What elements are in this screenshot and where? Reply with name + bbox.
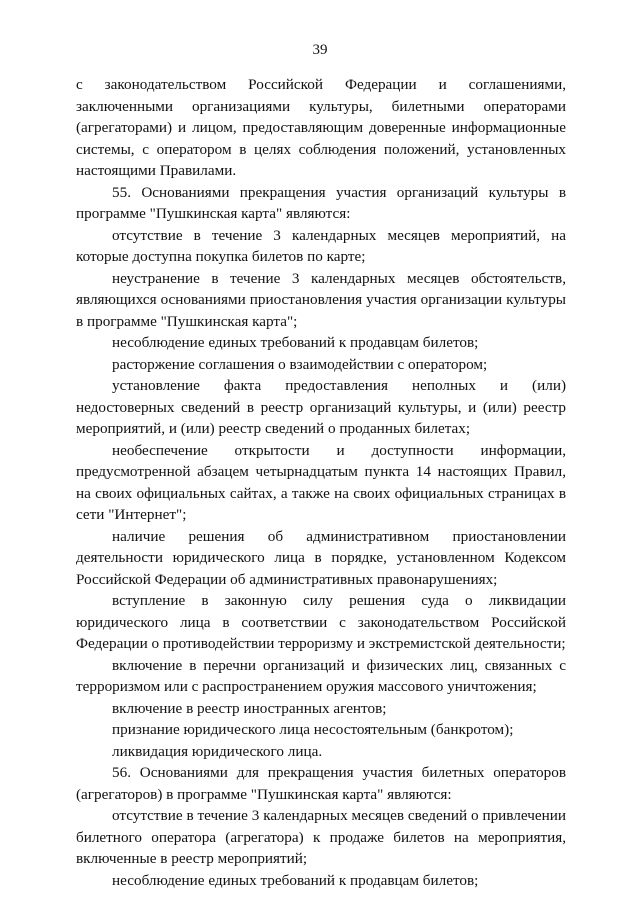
paragraph: включение в реестр иностранных агентов; <box>112 699 387 717</box>
paragraph: ликвидация юридического лица. <box>112 742 323 760</box>
paragraph: несоблюдение единых требований к продавцам билетов; <box>112 871 479 889</box>
paragraph: установление факта предоставления неполных и (или) недостоверных сведений в реестр организаций культуры, и (или) реестр мероприятий, и (или) реестр сведений о проданных билетах; <box>76 377 566 437</box>
page-number: 39 <box>312 42 328 58</box>
paragraph: отсутствие в течение 3 календарных месяцев мероприятий, на которые доступна покупка билетов по карте; <box>76 226 566 265</box>
paragraph: наличие решения об административном приостановлении деятельности юридического лица в порядке, установленном Кодексом Российской Федерации об административных правонарушениях; <box>76 527 566 588</box>
paragraph: включение в перечни организаций и физических лиц, связанных с терроризмом или с распространением оружия массового уничтожения; <box>76 656 566 695</box>
paragraph: расторжение соглашения о взаимодействии с оператором; <box>112 355 488 373</box>
paragraph: отсутствие в течение 3 календарных месяцев сведений о привлечении билетного оператора (агрегатора) к продаже билетов на мероприятия, включенные в реестр мероприятий; <box>76 807 566 867</box>
paragraph: необеспечение открытости и доступности информации, предусмотренной абзацем четырнадцатым пункта 14 настоящих Правил, на своих официальных сайтах, а также на своих официальных страницах в сети "Интернет"; <box>76 441 566 523</box>
paragraph: вступление в законную силу решения суда о ликвидации юридического лица в соответствии с законодательством Российской Федерации о противодействии терроризму и экстремистской деятельности; <box>76 592 566 652</box>
paragraph: 56. Основаниями для прекращения участия билетных операторов (агрегаторов) в программе "Пушкинская карта" являются: <box>76 764 566 803</box>
paragraph: признание юридического лица несостоятельным (банкротом); <box>112 721 514 738</box>
paragraph: с законодательством Российской Федерации и соглашениями, заключенными организациями культуры, билетными операторами (агрегаторами) и лицом, предоставляющим доверенные информационные системы, с оператором в целях соблюдения положений, установленных настоящими Правилами. <box>76 76 566 179</box>
paragraph: неустранение в течение 3 календарных месяцев обстоятельств, являющихся основаниями приостановления участия организации культуры в программе "Пушкинская карта"; <box>76 269 566 330</box>
paragraph: 55. Основаниями прекращения участия организаций культуры в программе "Пушкинская карта" являются: <box>76 183 566 222</box>
paragraph: несоблюдение единых требований к продавцам билетов; <box>112 334 479 351</box>
document-body <box>76 74 566 891</box>
